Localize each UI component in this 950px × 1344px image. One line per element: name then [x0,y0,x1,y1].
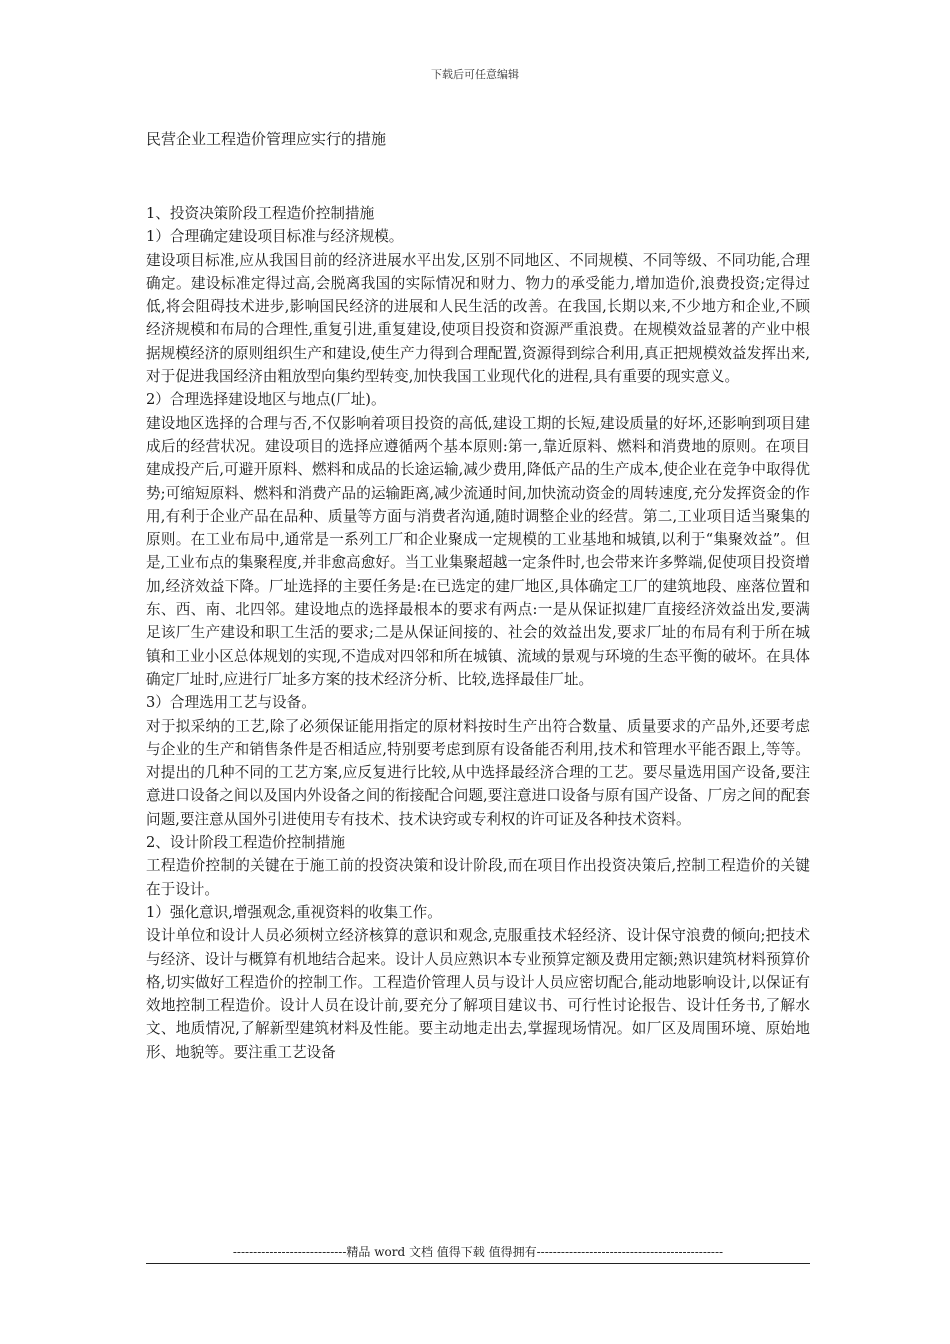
subsection-heading-1-3: 3）合理选用工艺与设备。 [146,694,316,712]
subsection-heading-1-2: 2）合理选择建设地区与地点(厂址)。 [146,391,386,409]
document-body [146,202,810,1064]
document-title: 民营企业工程造价管理应实行的措施 [146,130,387,148]
section-heading-1: 1、投资决策阶段工程造价控制措施 [146,205,375,222]
paragraph-2-1: 设计单位和设计人员必须树立经济核算的意识和观念,克服重技术轻经济、设计保守浪费的倾向;把技术与经济、设计与概算有机地结合起来。设计人员应熟识本专业预算定额及费用定额;熟识建筑材料预算价格,切实做好工程造价的控制工作。工程造价管理人员与设计人员应密切配合,能动地影响设计,以保证有效地控制工程造价。设计人员在设计前,要充分了解项目建议书、可行性讨论报告、设计任务书,了解水文、地质情况,了解新型建筑材料及性能。要主动地走出去,掌握现场情况。如厂区及周围环境、原始地形、地貌等。要注重工艺设备 [146,927,810,1061]
page-header: 下载后可任意编辑 [431,68,519,81]
paragraph-1-3: 对于拟采纳的工艺,除了必须保证能用指定的原材料按时生产出符合数量、质量要求的产品外,还要考虑与企业的生产和销售条件是否相适应,特别要考虑到原有设备能否利用,技术和管理水平能否跟上,等等。对提出的几种不同的工艺方案,应反复进行比较,从中选择最经济合理的工艺。要尽量选用国产设备,要注意进口设备之间以及国内外设备之间的衔接配合问题,要注意进口设备与原有国产设备、厂房之间的配套问题,要注意从国外引进使用专有技术、技术诀窍或专利权的许可证及各种技术资料。 [146,717,810,828]
paragraph-1-2: 建设地区选择的合理与否,不仅影响着项目投资的高低,建设工期的长短,建设质量的好坏,还影响到项目建成后的经营状况。建设项目的选择应遵循两个基本原则:第一,靠近原料、燃料和消费地的原则。在项目建成投产后,可避开原料、燃料和成品的长途运输,减少费用,降低产品的生产成本,使企业在竞争中取得优势;可缩短原料、燃料和消费产品的运输距离,减少流通时间,加快流动资金的周转速度,充分发挥资金的作用,有利于企业产品在品种、质量等方面与消费者沟通,随时调整企业的经营。第二,工业项目适当聚集的原则。在工业布局中,通常是一系列工厂和企业聚成一定规模的工业基地和城镇,以利于“集聚效益”。但是,工业布点的集聚程度,并非愈高愈好。当工业集聚超越一定条件时,也会带来许多弊端,促使项目投资增加,经济效益下降。厂址选择的主要任务是:在已选定的建厂地区,具体确定工厂的建筑地段、座落位置和东、西、南、北四邻。建设地点的选择最根本的要求有两点:一是从保证拟建厂直接经济效益出发,要满足该厂生产建设和职工生活的要求;二是从保证间接的、社会的效益出发,要求厂址的布局有利于所在城镇和工业小区总体规划的实现,不造成对四邻和所在城镇、流域的景观与环境的生态平衡的破坏。在具体确定厂址时,应进行厂址多方案的技术经济分析、比较,选择最佳厂址。 [146,414,810,688]
paragraph-2-intro: 工程造价控制的关键在于施工前的投资决策和设计阶段,而在项目作出投资决策后,控制工程造价的关键在于设计。 [146,857,810,898]
section-heading-2: 2、设计阶段工程造价控制措施 [146,834,346,852]
subsection-heading-1-1: 1）合理确定建设项目标准与经济规模。 [146,228,404,246]
subsection-heading-2-1: 1）强化意识,增强观念,重视资料的收集工作。 [146,903,442,921]
paragraph-1-1: 建设项目标准,应从我国目前的经济进展水平出发,区别不同地区、不同规模、不同等级、不同功能,合理确定。建设标准定得过高,会脱离我国的实际情况和财力、物力的承受能力,增加造价,浪费投资;定得过低,将会阻碍技术进步,影响国民经济的进展和人民生活的改善。在我国,长期以来,不少地方和企业,不顾经济规模和布局的合理性,重复引进,重复建设,使项目投资和资源严重浪费。在规模效益显著的产业中根据规模经济的原则组织生产和建设,使生产力得到合理配置,资源得到综合利用,真正把规模效益发挥出来,对于促进我国经济由粗放型向集约型转变,加快我国工业现代化的进程,具有重要的现实意义。 [146,251,810,386]
footer-divider [146,1263,810,1264]
page-footer: ----------------------------精品 word 文档 值得下载 值得拥有---------------------------------------------- [232,1245,724,1259]
